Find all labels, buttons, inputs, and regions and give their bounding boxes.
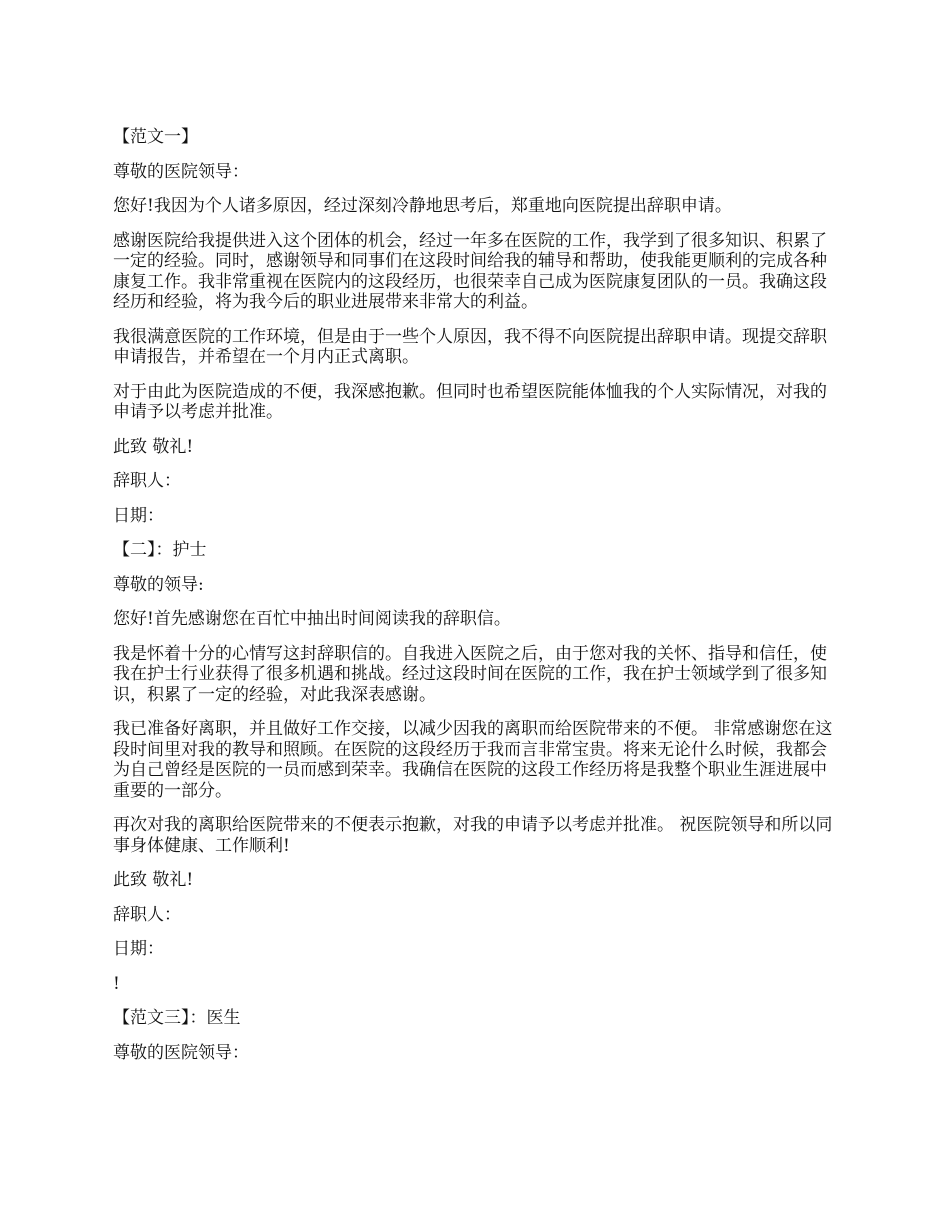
paragraph: 我是怀着十分的心情写这封辞职信的。自我进入医院之后，由于您对我的关怀、指导和信任，使我在护士行业获得了很多机遇和挑战。经过这段时间在医院的工作，我在护士领域学到了很多知识，积累了一定的经验，对此我深表感谢。 (113, 643, 827, 705)
paragraph: 我已准备好离职，并且做好工作交接，以减少因我的离职而给医院带来的不便。 非常感谢您在这段时间里对我的教导和照顾。在医院的这段经历于我而言非常宝贵。将来无论什么时候，我都会为自己曾经是医院的一员而感到荣幸。我确信在医院的这段工作经历将是我整个职业生涯进展中重要的一部分。 (113, 719, 833, 801)
salutation: 尊敬的医院领导： (113, 1042, 249, 1063)
paragraph: 我很满意医院的工作环境，但是由于一些个人原因，我不得不向医院提出辞职申请。现提交辞职申请报告，并希望在一个月内正式离职。 (113, 326, 827, 367)
section-heading-3: 【范文三】：医生 (113, 1008, 241, 1028)
closing: 此致 敬礼! (113, 436, 194, 457)
paragraph: 您好!首先感谢您在百忙中抽出时间阅读我的辞职信。 (113, 609, 511, 629)
paragraph: 再次对我的离职给医院带来的不便表示抱歉，对我的申请予以考虑并批准。 祝医院领导和所以同事身体健康、工作顺利! (113, 815, 833, 856)
stray-mark: ! (113, 973, 120, 994)
closing: 此致 敬礼! (113, 870, 194, 890)
salutation: 尊敬的领导: (113, 574, 204, 595)
signature-line: 辞职人： (113, 904, 181, 925)
document-page (113, 127, 843, 1077)
date-line: 日期： (113, 939, 164, 959)
paragraph: 您好!我因为个人诸多原因，经过深刻冷静地思考后，郑重地向医院提出辞职申请。 (113, 196, 732, 216)
date-line: 日期： (113, 505, 164, 526)
section-heading-2: 【二】：护士 (113, 540, 207, 560)
section-heading-1: 【范文一】 (113, 127, 198, 147)
signature-line: 辞职人： (113, 471, 181, 491)
paragraph: 对于由此为医院造成的不便，我深感抱歉。但同时也希望医院能体恤我的个人实际情况，对我的申请予以考虑并批准。 (113, 381, 827, 422)
paragraph: 感谢医院给我提供进入这个团体的机会，经过一年多在医院的工作，我学到了很多知识、积累了一定的经验。同时，感谢领导和同事们在这段时间给我的辅导和帮助，使我能更顺利的完成各种康复工作。我非常重视在医院内的这段经历，也很荣幸自己成为医院康复团队的一员。我确这段经历和经验，将为我今后的职业进展带来非常大的利益。 (113, 230, 827, 312)
salutation: 尊敬的医院领导： (113, 161, 249, 182)
